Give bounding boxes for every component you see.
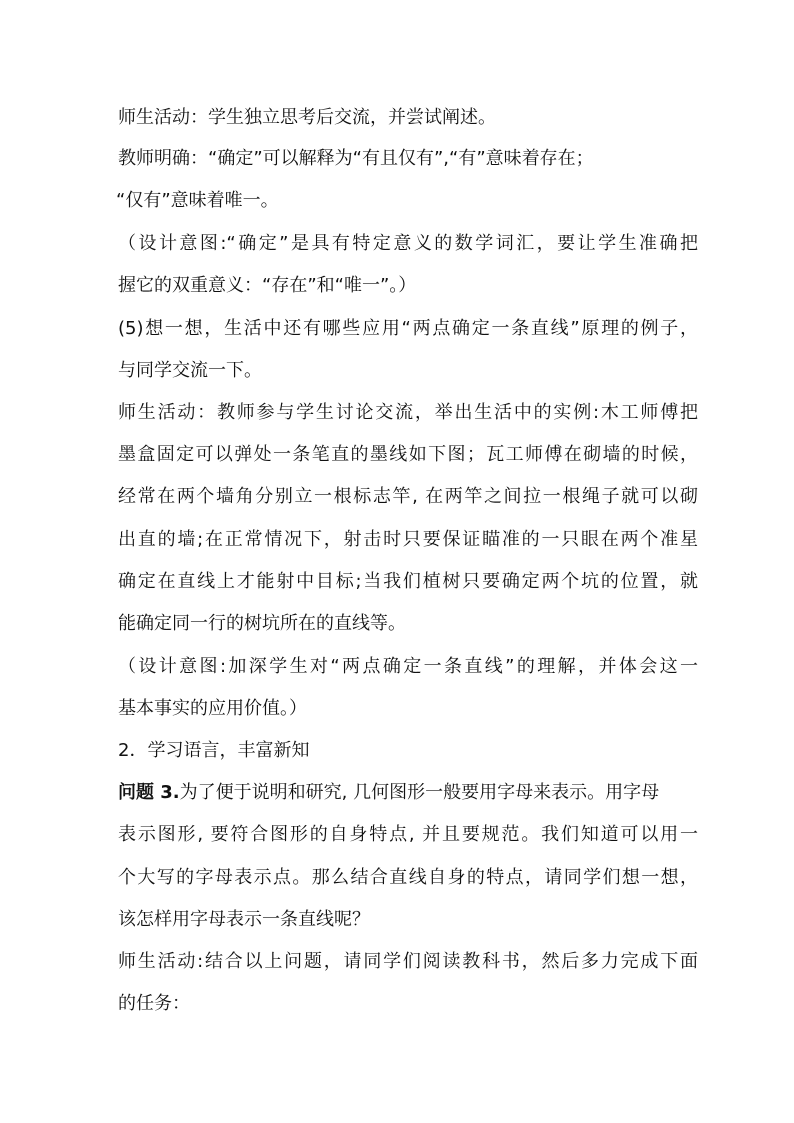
text-line-12: 确定在直线上才能射中目标;当我们植树只要确定两个坑的位置，就 [118,571,698,592]
text-line-7: 与同学交流一下。 [118,360,262,381]
text-line-5: 握它的双重意义：“存在”和“唯一”。） [118,275,417,296]
section-heading: 2．学习语言，丰富新知 [118,740,310,761]
text-line-3: “仅有”意味着唯一。 [116,190,279,211]
text-line-13: 能确定同一行的树坑所在的直线等。 [118,613,406,634]
text-line-10: 经常在两个墙角分别立一根标志竿, 在两竿之间拉一根绳子就可以砌 [118,486,698,507]
text-line-15: 基本事实的应用价值。） [118,698,307,719]
text-line-8: 师生活动：教师参与学生讨论交流，举出生活中的实例:木工师傅把 [118,402,698,423]
text-line-14: （设计意图:加深学生对“两点确定一条直线”的理解，并体会这一 [118,656,698,677]
question-text: 为了便于说明和研究, 几何图形一般要用字母来表示。用字母 [179,782,660,803]
text-line-9: 墨盒固定可以弹处一条笔直的墨线如下图；瓦工师傅在砌墙的时候， [118,444,698,465]
text-line-6: (5)想一想，生活中还有哪些应用“两点确定一条直线”原理的例子， [118,318,698,339]
question-label: 问题 3. [118,782,180,803]
text-line-22: 的任务： [118,993,190,1014]
text-line-17 [118,781,698,805]
text-line-21: 师生活动:结合以上问题，请同学们阅读教科书，然后多力完成下面 [118,951,698,972]
text-line-20: 该怎样用字母表示一条直线呢？ [118,909,370,930]
text-line-18: 表示图形, 要符合图形的自身特点, 并且要规范。我们知道可以用一 [118,824,698,845]
text-line-19: 个大写的字母表示点。那么结合直线自身的特点，请同学们想一想， [118,867,698,888]
text-line-11: 出直的墙;在正常情况下，射击时只要保证瞄准的一只眼在两个准星 [118,529,698,550]
text-line-4: （设计意图:“确定”是具有特定意义的数学词汇，要让学生准确把 [118,233,698,254]
text-line-2: 教师明确：“确定”可以解释为“有且仅有”,“有”意味着存在； [118,148,594,169]
text-line-1: 师生活动：学生独立思考后交流，并尝试阐述。 [118,107,496,128]
